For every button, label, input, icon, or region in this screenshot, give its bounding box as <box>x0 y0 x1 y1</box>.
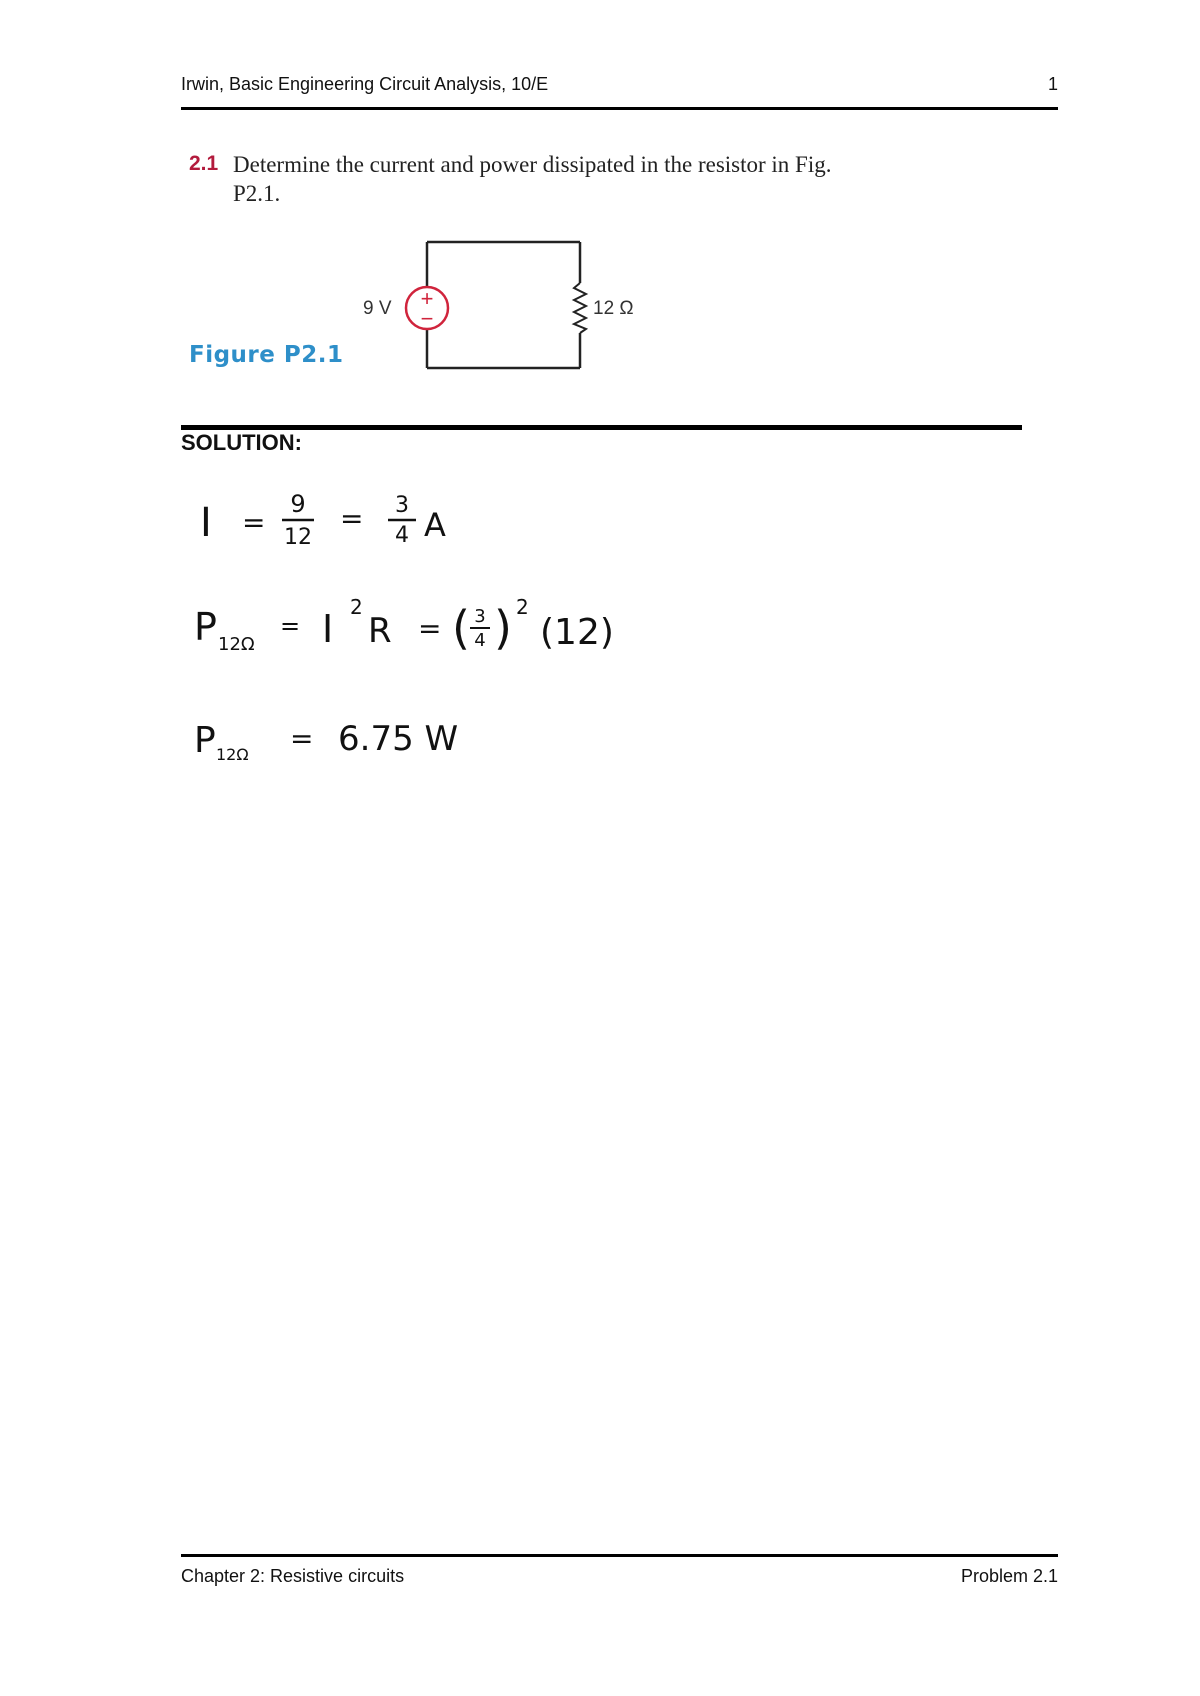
power-subscript: 12Ω <box>216 745 249 764</box>
equals-sign: = <box>418 612 442 645</box>
footer-chapter: Chapter 2: Resistive circuits <box>181 1566 405 1586</box>
header-divider <box>181 107 1058 110</box>
exponent: 2 <box>350 595 363 619</box>
problem-number: 2.1 <box>189 152 219 175</box>
source-label: 9 V <box>363 298 392 319</box>
close-paren: ) <box>494 601 512 655</box>
solution-heading: SOLUTION: <box>181 430 302 455</box>
fraction-denominator: 4 <box>395 523 409 548</box>
current-symbol: I <box>322 607 334 651</box>
page-header <box>181 70 1058 110</box>
resistance-factor: (12) <box>540 612 614 653</box>
fraction-numerator: 9 <box>290 490 306 518</box>
current-symbol: I <box>200 500 212 546</box>
problem-text: Determine the current and power dissipated in the resistor in Fig. P2.1. <box>233 152 832 206</box>
fraction-numerator: 3 <box>395 493 409 518</box>
resistor-label: 12 Ω <box>593 298 634 319</box>
figure-label: Figure P2.1 <box>189 342 344 368</box>
resistor-symbol <box>574 283 586 333</box>
solution-divider <box>181 425 1022 430</box>
source-plus-sign: + <box>420 286 434 311</box>
power-subscript: 12Ω <box>218 634 255 655</box>
solution-line-power-result <box>190 706 510 776</box>
solution-line-current <box>190 488 490 558</box>
fraction-denominator: 4 <box>474 630 486 651</box>
equals-sign: = <box>340 502 364 535</box>
solution-line-power-formula <box>190 592 670 672</box>
header-page-number: 1 <box>1047 74 1058 94</box>
fraction-numerator: 3 <box>474 606 486 627</box>
equals-sign: = <box>280 612 301 640</box>
unit-label: A <box>424 506 446 544</box>
exponent: 2 <box>516 595 529 619</box>
resistance-symbol: R <box>368 611 392 651</box>
circuit-diagram <box>340 230 670 380</box>
footer-divider <box>181 1554 1058 1557</box>
source-minus-sign: − <box>420 306 434 331</box>
footer-problem: Problem 2.1 <box>960 1566 1058 1586</box>
power-symbol: P <box>194 720 216 761</box>
equals-sign: = <box>290 722 314 755</box>
power-symbol: P <box>194 605 217 649</box>
fraction-denominator: 12 <box>284 525 312 550</box>
header-title: Irwin, Basic Engineering Circuit Analysis, 10/E <box>181 74 549 94</box>
equals-sign: = <box>242 506 266 539</box>
power-result: 6.75 W <box>338 719 459 759</box>
open-paren: ( <box>452 601 470 655</box>
